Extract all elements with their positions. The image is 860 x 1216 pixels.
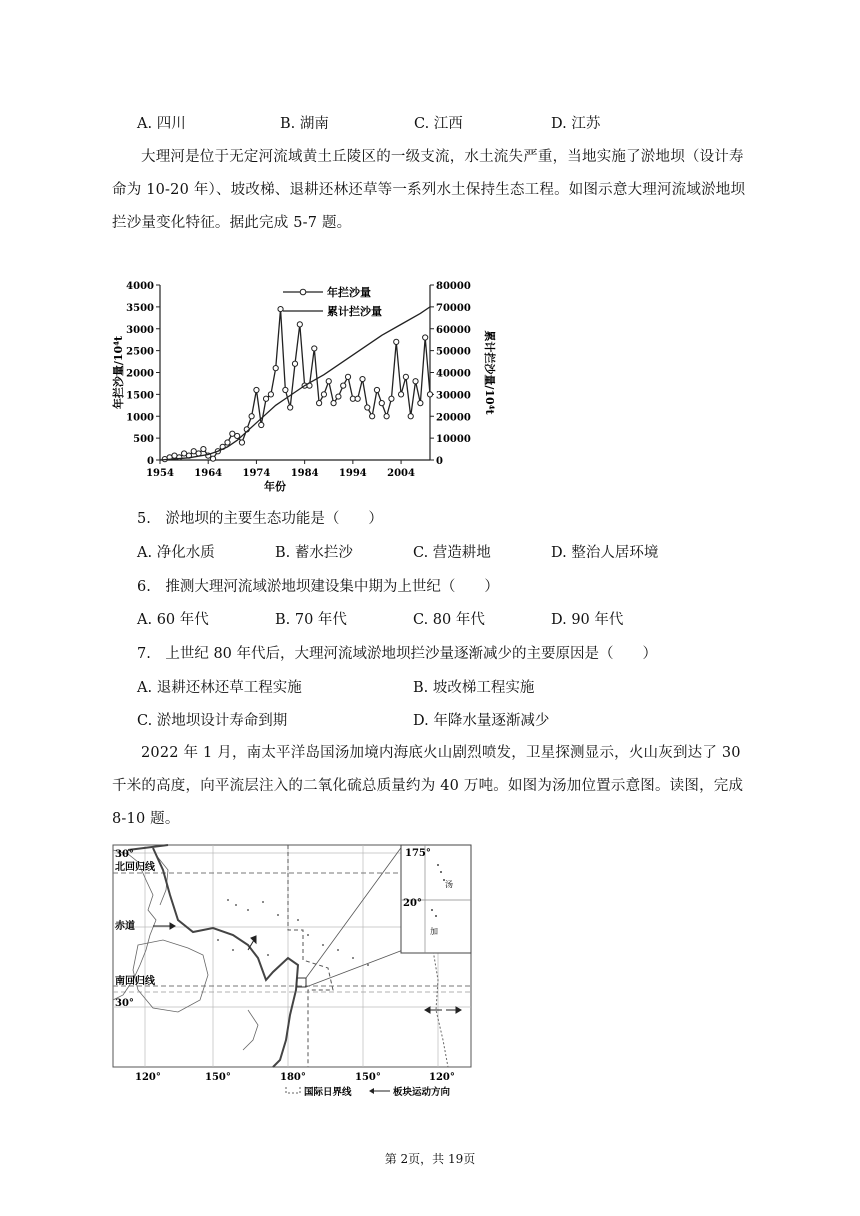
legend-annual-marker xyxy=(300,289,306,295)
annual-sediment-point xyxy=(210,456,215,461)
q7-option-b: B. 坡改梯工程实施 xyxy=(413,680,535,696)
inset-name-jia: 加 xyxy=(430,927,438,936)
y-tick-label: 500 xyxy=(133,434,154,446)
q6-option-c: C. 80 年代 xyxy=(413,612,485,628)
annual-sediment-point xyxy=(283,387,288,392)
q5-option-c: C. 营造耕地 xyxy=(413,545,491,561)
sediment-chart xyxy=(108,270,508,500)
equator-label: 赤道 xyxy=(115,921,135,932)
annual-sediment-point xyxy=(254,387,259,392)
x-axis-label: 年份 xyxy=(264,480,286,493)
annual-sediment-point xyxy=(389,396,394,401)
annual-sediment-point xyxy=(273,366,278,371)
y2-tick-label: 60000 xyxy=(436,324,471,336)
annual-sediment-point xyxy=(418,401,423,406)
annual-sediment-point xyxy=(379,401,384,406)
y2-tick-label: 70000 xyxy=(436,302,471,314)
intro-paragraph-dali-river: 大理河是位于无定河流域黄土丘陵区的一级支流，水土流失严重，当地实施了淤地坝（设计寿命为 10-20 年）、坡改梯、退耕还林还草等一系列水土保持生态工程。如图示意大理河流域淤地坝拦沙量变化特征。据此完成 5-7 题。 xyxy=(112,149,746,231)
annual-sediment-point xyxy=(235,433,240,438)
annual-sediment-point xyxy=(345,374,350,379)
q5-stem: 5. 淤地坝的主要生态功能是（ ） xyxy=(137,511,383,527)
annual-sediment-point xyxy=(268,392,273,397)
y-axis-label: 年拦沙量/10⁴t xyxy=(112,335,125,410)
cumulative-sediment-line xyxy=(160,307,430,460)
annual-sediment-point xyxy=(427,392,432,397)
x-tick-label: 1964 xyxy=(194,468,223,479)
annual-sediment-point xyxy=(326,379,331,384)
tropic-north-label: 北回归线 xyxy=(115,862,155,873)
y2-tick-label: 50000 xyxy=(436,346,471,358)
intro-paragraph-tonga: 2022 年 1 月，南太平洋岛国汤加境内海底火山剧烈喷发，卫星探测显示，火山灰到达了 30 千米的高度，向平流层注入的二氧化硫总质量约为 40 万吨。如图为汤加位置示意图。读图，完成 8-10 题。 xyxy=(112,745,744,827)
lon-150e-label: 150° xyxy=(205,1072,231,1083)
x-tick-label: 1994 xyxy=(338,468,367,479)
annual-sediment-point xyxy=(321,392,326,397)
lat-30s-label: 30° xyxy=(115,998,134,1009)
x-tick-label: 1984 xyxy=(290,468,319,479)
lon-120e-label: 120° xyxy=(135,1072,161,1083)
x-tick-label: 2004 xyxy=(387,468,415,479)
lon-120w-label: 120° xyxy=(429,1072,455,1083)
y-tick-label: 1500 xyxy=(126,390,154,402)
annual-sediment-point xyxy=(360,376,365,381)
annual-sediment-point xyxy=(423,335,428,340)
annual-sediment-point xyxy=(355,396,360,401)
annual-sediment-point xyxy=(374,387,379,392)
x-tick-label: 1954 xyxy=(146,468,174,479)
annual-sediment-point xyxy=(225,440,230,445)
q4-option-a: A. 四川 xyxy=(137,116,186,132)
inset-lat-label: 20° xyxy=(403,898,422,909)
annual-sediment-point xyxy=(278,306,283,311)
q6-stem: 6. 推测大理河流域淤地坝建设集中期为上世纪（ ） xyxy=(137,579,499,595)
lon-150w-label: 150° xyxy=(355,1072,381,1083)
y2-axis-label: 累计拦沙量/10⁴t xyxy=(483,330,496,415)
annual-sediment-point xyxy=(394,339,399,344)
q7-option-c: C. 淤地坝设计寿命到期 xyxy=(137,713,288,729)
annual-sediment-point xyxy=(365,405,370,410)
y2-tick-label: 0 xyxy=(436,456,443,467)
lat-30n-label: 30° xyxy=(115,849,134,860)
annual-sediment-line xyxy=(165,309,430,459)
y2-tick-label: 80000 xyxy=(436,281,471,292)
q6-option-b: B. 70 年代 xyxy=(275,612,347,628)
tonga-location-map xyxy=(108,840,478,1102)
annual-sediment-point xyxy=(288,405,293,410)
annual-sediment-point xyxy=(408,414,413,419)
page-footer: 第 2页，共 19页 xyxy=(384,1152,476,1166)
annual-sediment-point xyxy=(239,440,244,445)
annual-sediment-point xyxy=(312,346,317,351)
y-tick-label: 1000 xyxy=(126,412,154,424)
q4-option-d: D. 江苏 xyxy=(551,116,601,132)
q5-option-d: D. 整治人居环境 xyxy=(551,545,659,561)
annual-sediment-point xyxy=(292,361,297,366)
annual-sediment-point xyxy=(370,414,375,419)
annual-sediment-point xyxy=(341,383,346,388)
q7-option-d: D. 年降水量逐渐减少 xyxy=(413,713,550,729)
y-tick-label: 2500 xyxy=(126,346,154,358)
annual-sediment-point xyxy=(336,394,341,399)
y2-tick-label: 20000 xyxy=(436,412,471,424)
annual-sediment-point xyxy=(201,446,206,451)
q4-option-c: C. 江西 xyxy=(414,116,463,132)
q7-stem: 7. 上世纪 80 年代后，大理河流域淤地坝拦沙量逐渐减少的主要原因是（ ） xyxy=(137,646,658,662)
annual-sediment-point xyxy=(403,374,408,379)
inset-name-tong: 汤 xyxy=(445,880,453,889)
y-tick-label: 4000 xyxy=(126,281,154,292)
map-legend xyxy=(286,1086,451,1098)
inset-lon-label: 175° xyxy=(405,848,431,859)
legend-annual-label: 年拦沙量 xyxy=(327,286,371,299)
q5-option-b: B. 蓄水拦沙 xyxy=(275,545,353,561)
y-tick-label: 2000 xyxy=(126,368,154,380)
y2-tick-label: 40000 xyxy=(436,368,471,380)
q5-option-a: A. 净化水质 xyxy=(137,545,215,561)
q4-option-b: B. 湖南 xyxy=(280,116,329,132)
tropic-south-label: 南回归线 xyxy=(115,976,155,987)
legend-plate-motion: 板块运动方向 xyxy=(393,1087,451,1098)
annual-sediment-point xyxy=(317,401,322,406)
annual-sediment-point xyxy=(249,414,254,419)
annual-sediment-point xyxy=(384,414,389,419)
lon-180-label: 180° xyxy=(280,1072,306,1083)
y2-tick-label: 10000 xyxy=(436,434,471,446)
annual-sediment-point xyxy=(297,322,302,327)
q6-option-d: D. 90 年代 xyxy=(551,612,624,628)
legend-cumulative-label: 累计拦沙量 xyxy=(327,305,382,318)
y-tick-label: 3500 xyxy=(126,302,154,314)
annual-sediment-point xyxy=(259,422,264,427)
annual-sediment-point xyxy=(413,379,418,384)
annual-sediment-point xyxy=(398,392,403,397)
y2-tick-label: 30000 xyxy=(436,390,471,402)
annual-sediment-point xyxy=(331,401,336,406)
annual-sediment-point xyxy=(263,396,268,401)
x-tick-label: 1974 xyxy=(242,468,271,479)
y-tick-label: 0 xyxy=(147,456,154,467)
y-tick-label: 3000 xyxy=(126,324,154,336)
q7-option-a: A. 退耕还林还草工程实施 xyxy=(137,680,302,696)
legend-dateline: 国际日界线 xyxy=(304,1087,352,1098)
q6-option-a: A. 60 年代 xyxy=(137,612,209,628)
